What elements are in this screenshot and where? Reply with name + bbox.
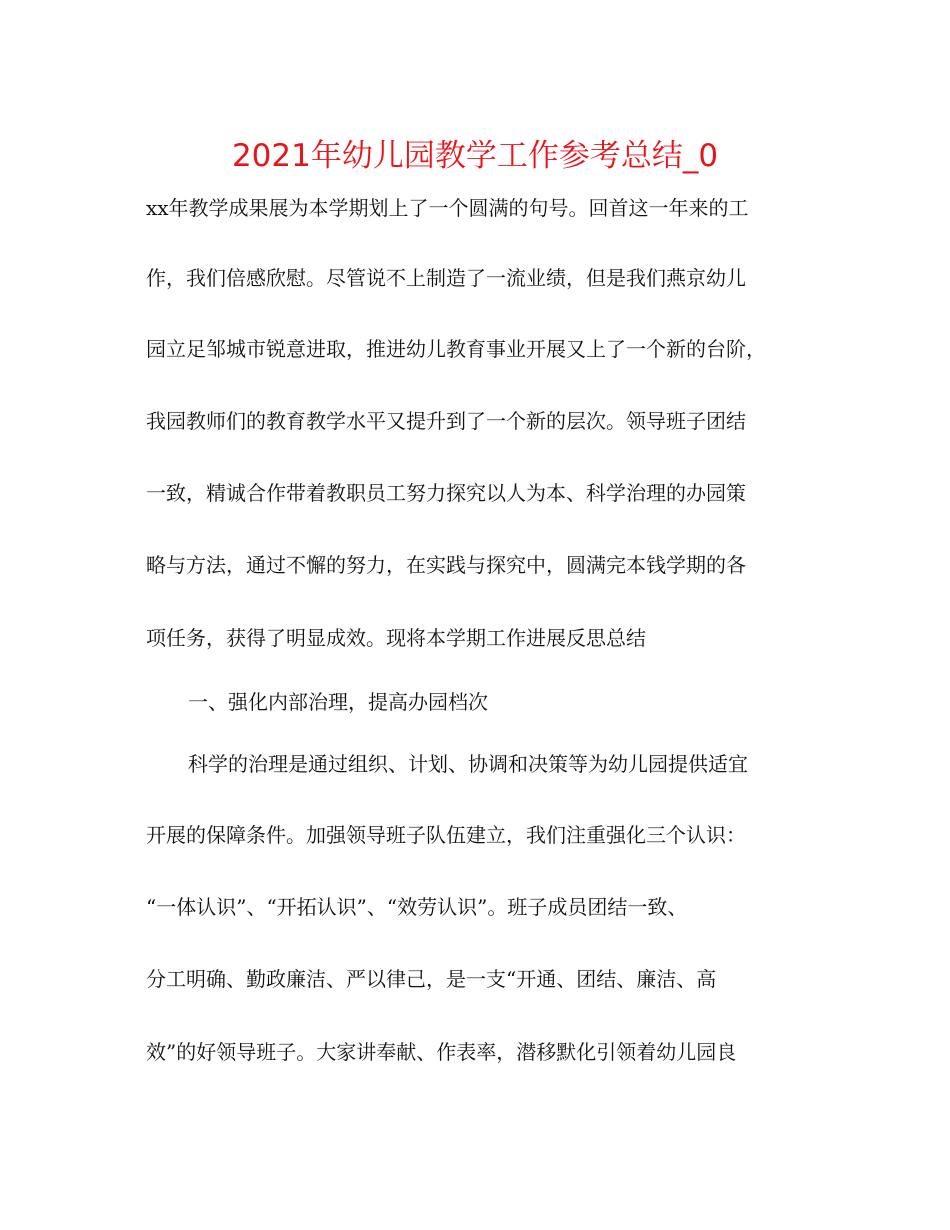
paragraph-line-12: 效”的好领导班子。大家讲奉献、作表率，潜移默化引领着幼儿园良: [146, 1040, 737, 1064]
paragraph-line-8: 科学的治理是通过组织、计划、协调和决策等为幼儿园提供适宜: [188, 752, 748, 776]
paragraph-line-3: 园立足邹城市锐意进取，推进幼儿教育事业开展又上了一个新的台阶，: [146, 337, 766, 361]
paragraph-line-7: 项任务，获得了明显成效。现将本学期工作进展反思总结: [146, 626, 646, 650]
paragraph-line-2: 作，我们倍感欣慰。尽管说不上制造了一流业绩，但是我们燕京幼儿: [146, 266, 746, 290]
paragraph-line-4: 我园教师们的教育教学水平又提升到了一个新的层次。领导班子团结: [146, 409, 746, 433]
paragraph-line-5: 一致，精诚合作带着教职员工努力探究以人为本、科学治理的办园策: [146, 481, 746, 505]
section-heading-1: 一、强化内部治理，提高办园档次: [188, 690, 488, 714]
document-title: 2021年幼儿园教学工作参考总结_0: [231, 138, 719, 174]
paragraph-line-9: 开展的保障条件。加强领导班子队伍建立，我们注重强化三个认识：: [146, 823, 746, 847]
paragraph-line-11: 分工明确、勤政廉洁、严以律己，是一支“开通、团结、廉洁、高: [146, 967, 717, 991]
paragraph-line-1: xx年教学成果展为本学期划上了一个圆满的句号。回首这一年来的工: [146, 196, 749, 220]
paragraph-line-10: “一体认识”、“开拓认识”、“效劳认识”。班子成员团结一致、: [146, 895, 688, 919]
paragraph-line-6: 略与方法，通过不懈的努力，在实践与探究中，圆满完本钱学期的各: [146, 553, 746, 577]
